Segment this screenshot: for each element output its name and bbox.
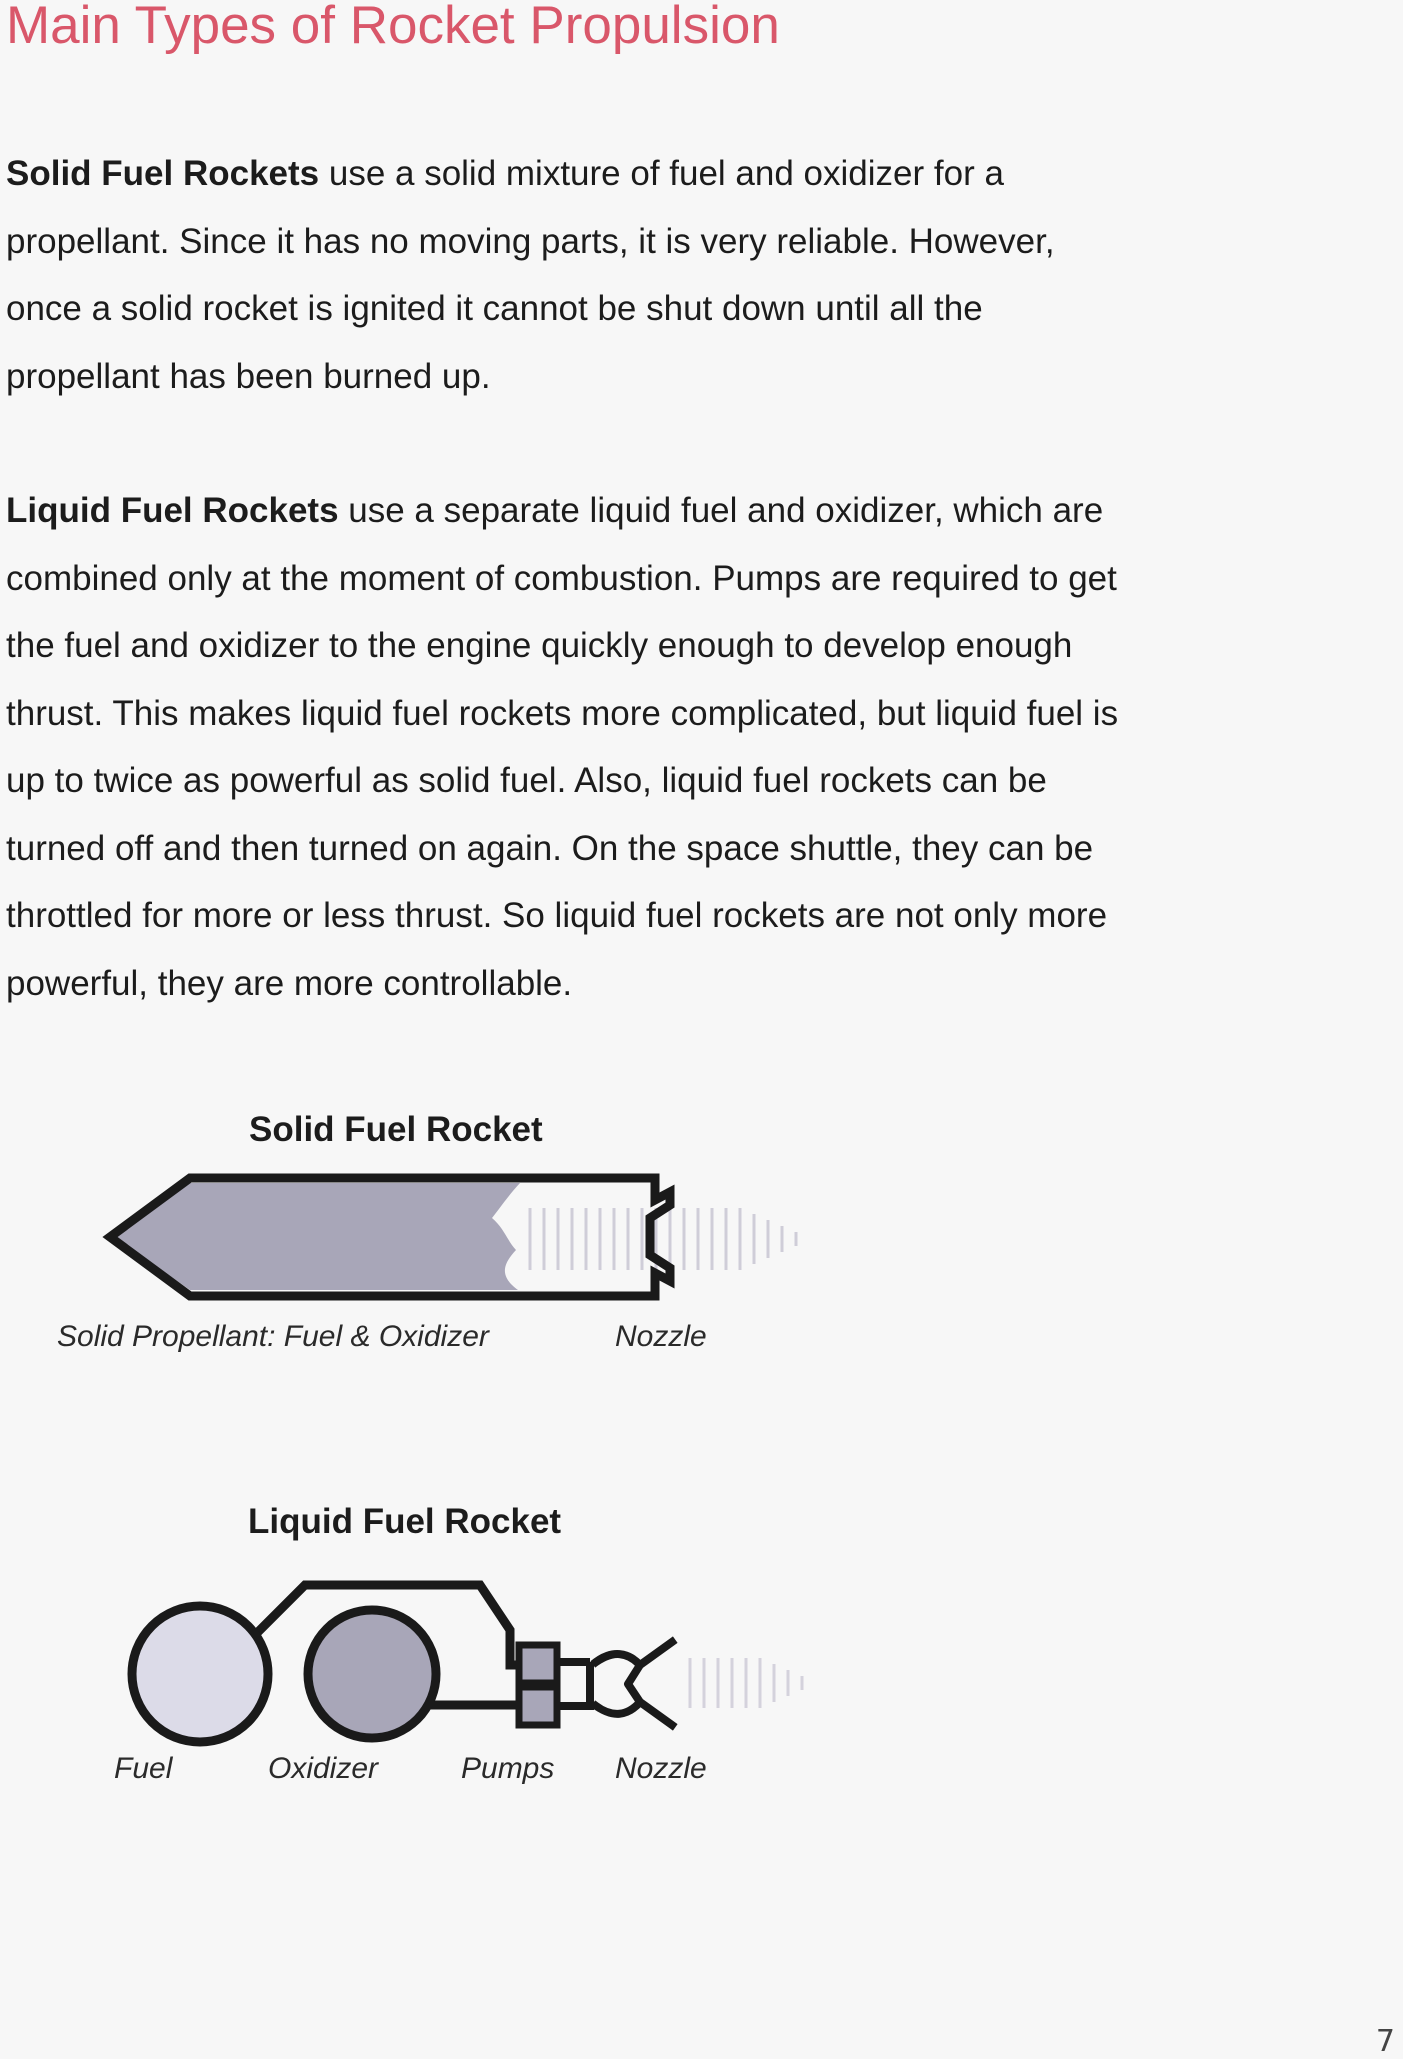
paragraph-line: up to twice as powerful as solid fuel. Also, liquid fuel rockets can be <box>6 761 1047 800</box>
paragraph-line: propellant. Since it has no moving parts, it is very reliable. However, <box>6 221 1055 261</box>
oxidizer-label: Oxidizer <box>268 1752 379 1785</box>
paragraph-line <box>6 140 1055 208</box>
combustion-chamber-nozzle <box>596 1642 672 1725</box>
fuel-label: Fuel <box>114 1752 173 1785</box>
paragraph-line <box>6 477 1118 545</box>
paragraph-liquid-fuel <box>6 477 1118 1017</box>
pumps-label: Pumps <box>461 1752 555 1785</box>
paragraph-line: turned off and then turned on again. On the space shuttle, they can be <box>6 828 1094 868</box>
liquid-fuel-rocket-diagram <box>0 1490 900 1810</box>
solid-rocket-illustration <box>0 1100 900 1330</box>
solid-diagram-title: Solid Fuel Rocket <box>249 1110 543 1149</box>
nozzle-label: Nozzle <box>615 1320 707 1353</box>
pump-outlet-lines <box>557 1662 590 1706</box>
oxidizer-pump <box>519 1687 557 1725</box>
oxidizer-tank <box>308 1610 436 1738</box>
paragraph-line: propellant has been burned up. <box>6 356 491 396</box>
exhaust-lines <box>690 1658 802 1708</box>
fuel-pump <box>519 1645 557 1683</box>
nozzle-label: Nozzle <box>615 1752 707 1785</box>
page-title: Main Types of Rocket Propulsion <box>6 0 780 55</box>
page-number: 7 <box>1375 2024 1395 2059</box>
liquid-diagram-title: Liquid Fuel Rocket <box>248 1502 562 1541</box>
paragraph-text: use a solid mixture of fuel and oxidizer for a <box>319 154 1004 193</box>
paragraph-line: the fuel and oxidizer to the engine quickly enough to develop enough <box>6 626 1073 665</box>
term-solid-fuel: Solid Fuel Rockets <box>6 154 320 193</box>
propellant-label: Solid Propellant: Fuel & Oxidizer <box>57 1320 489 1353</box>
paragraph-text: use a separate liquid fuel and oxidizer, which are <box>338 491 1104 530</box>
paragraph-line: thrust. This makes liquid fuel rockets more complicated, but liquid fuel is <box>6 693 1119 733</box>
solid-fuel-rocket-diagram <box>0 1100 900 1380</box>
liquid-rocket-illustration <box>0 1490 900 1750</box>
paragraph-line: throttled for more or less thrust. So liquid fuel rockets are not only more <box>6 896 1108 935</box>
paragraph-line: once a solid rocket is ignited it cannot be shut down until all the <box>6 289 983 328</box>
fuel-tank <box>132 1606 268 1742</box>
solid-propellant <box>115 1183 520 1290</box>
term-liquid-fuel: Liquid Fuel Rockets <box>6 491 339 530</box>
paragraph-line: powerful, they are more controllable. <box>6 963 573 1003</box>
paragraph-line: combined only at the moment of combustion. Pumps are required to get <box>6 558 1117 598</box>
paragraph-solid-fuel <box>6 140 1055 410</box>
